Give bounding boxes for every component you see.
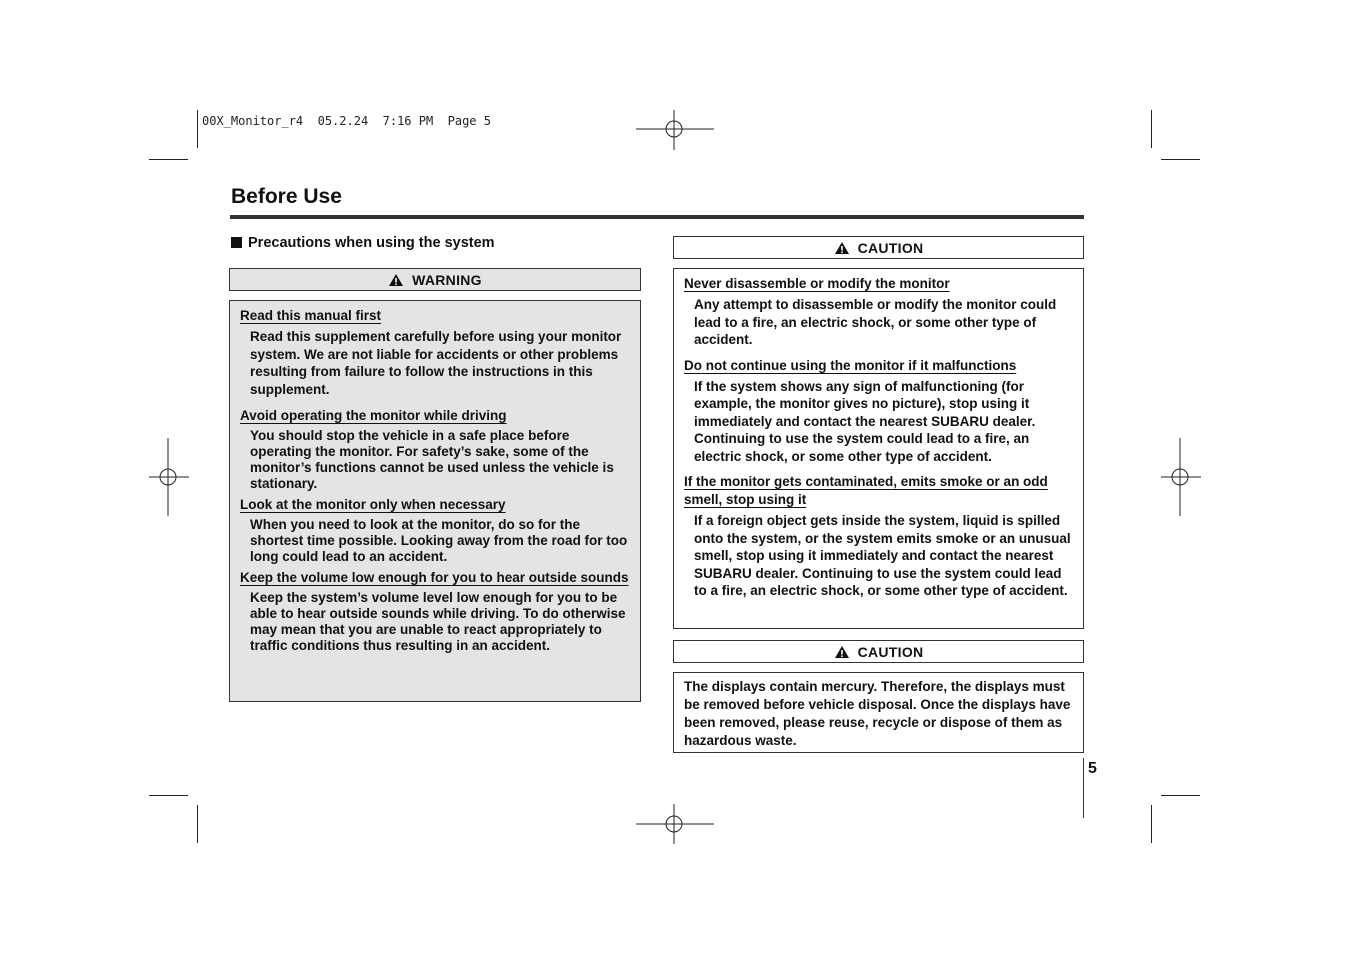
caution-mercury-text: The displays contain mercury. Therefore, the displays must be removed before vehicle disposal. Once the displays have been removed, please reuse, recycle or dispose of them as hazardous waste.: [684, 679, 1071, 748]
warning-item-body: When you need to look at the monitor, do so for the shortest time possible. Looking away from the road for too long could lead to an accident.: [250, 517, 628, 564]
caution-item: [684, 473, 1073, 600]
crop-mark: [149, 159, 188, 160]
warning-triangle-icon: [834, 241, 850, 255]
crop-mark: [1161, 795, 1200, 796]
warning-item-body: Keep the system’s volume level low enough for you to be able to hear outside sounds while driving. To do otherwise may mean that you are unable to react appropriately to traffic conditions thus resulting in an accident.: [250, 590, 626, 653]
section-heading-text: Precautions when using the system: [248, 235, 495, 251]
caution-item-heading: Never disassemble or modify the monitor: [684, 276, 950, 291]
caution-box: [673, 268, 1084, 629]
warning-item: [240, 496, 630, 565]
caution-item-heading: Do not continue using the monitor if it malfunctions: [684, 357, 1017, 373]
title-rule: [230, 215, 1084, 219]
registration-mark-icon: [636, 110, 714, 150]
caution-item-body: If the system shows any sign of malfunctioning (for example, the monitor gives no picture), stop using it immediately and contact the nearest SUBARU dealer. Continuing to use the system could lead to a fire, an electric shock, or some other type of accident.: [694, 378, 1036, 464]
registration-mark-icon: [149, 438, 189, 516]
registration-mark-icon: [636, 804, 714, 844]
warning-item-heading: Keep the volume low enough for you to hear outside sounds: [240, 570, 629, 585]
registration-mark-icon: [1161, 438, 1201, 516]
warning-item: [240, 407, 630, 492]
caution-header-label: CAUTION: [857, 239, 924, 256]
warning-item: [240, 307, 630, 398]
caution-item-body: Any attempt to disassemble or modify the monitor could lead to a fire, an electric shock, or some other type of accident.: [694, 297, 1057, 347]
crop-mark: [1161, 159, 1200, 160]
crop-mark: [1151, 805, 1152, 843]
page-title: Before Use: [231, 185, 342, 208]
page-number-rule: [1083, 758, 1084, 818]
warning-triangle-icon: [834, 645, 850, 659]
caution-header: [673, 640, 1084, 663]
caution-item-heading: If the monitor gets contaminated, emits smoke or an odd smell, stop using it: [684, 474, 1048, 507]
print-slug: 00X_Monitor_r4 05.2.24 7:16 PM Page 5: [202, 114, 491, 128]
warning-box: [229, 300, 641, 702]
warning-item-heading: Look at the monitor only when necessary: [240, 497, 506, 512]
warning-item: [240, 569, 630, 654]
caution-header-label: CAUTION: [857, 643, 924, 660]
caution-item-body: If a foreign object gets inside the system, liquid is spilled onto the system, or the system emits smoke or an unusual smell, stop using it immediately and contact the nearest SUBARU dealer. Continuing to use the system could lead to a fire, an electric shock, or some other type of accident.: [694, 513, 1071, 598]
warning-item-heading: Avoid operating the monitor while driving: [240, 408, 507, 423]
warning-item-body: Read this supplement carefully before using your monitor system. We are not liable for accidents or other problems resulting from failure to follow the instructions in this supplement.: [250, 329, 622, 397]
section-heading: [231, 235, 495, 251]
caution-header: [673, 236, 1084, 259]
warning-item-heading: Read this manual first: [240, 308, 382, 323]
warning-header: [229, 268, 641, 291]
square-bullet-icon: [231, 237, 242, 248]
warning-header-label: WARNING: [412, 271, 482, 288]
caution-item: [684, 275, 1073, 349]
warning-item-body: You should stop the vehicle in a safe place before operating the monitor. For safety’s sake, some of the monitor’s functions cannot be used unless the vehicle is stationary.: [250, 428, 614, 491]
caution-item: [684, 357, 1073, 466]
crop-mark: [197, 110, 198, 148]
page-number: 5: [1088, 760, 1097, 777]
warning-triangle-icon: [388, 273, 404, 287]
crop-mark: [1151, 110, 1152, 148]
caution-box-mercury: [673, 672, 1084, 753]
crop-mark: [197, 805, 198, 843]
crop-mark: [149, 795, 188, 796]
